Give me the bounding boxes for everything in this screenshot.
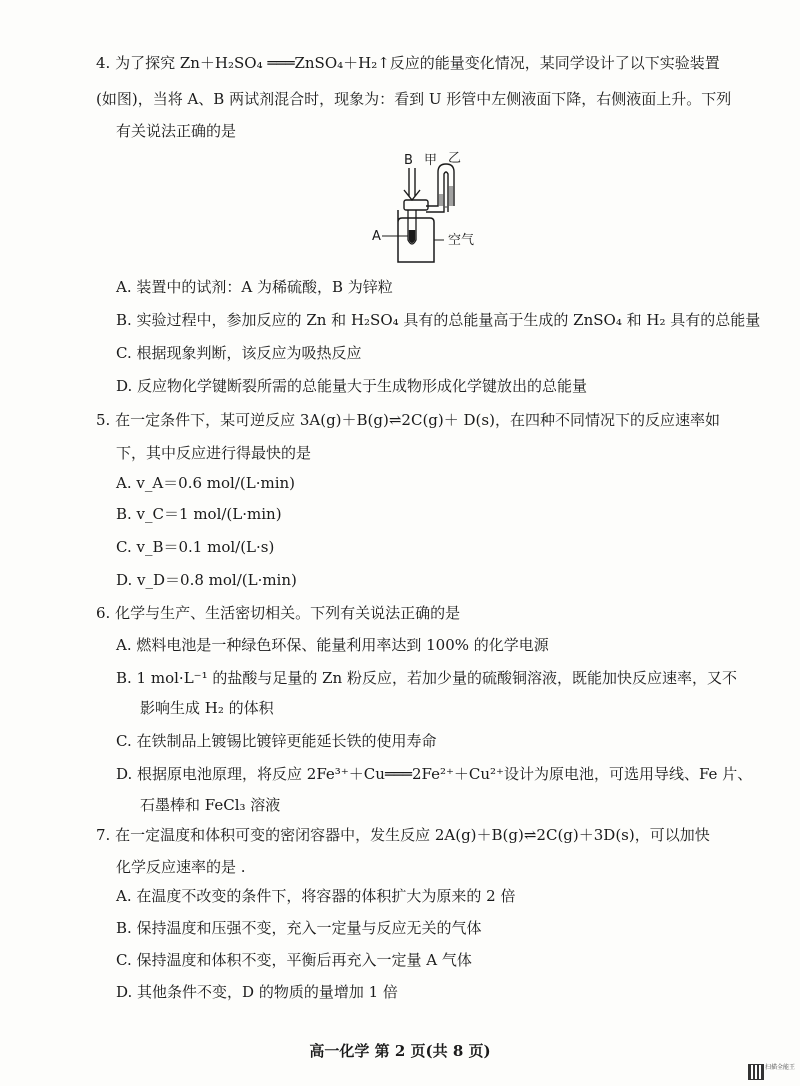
label-yi: 乙 — [448, 151, 462, 166]
question-6-option-d-continuation: 石墨棒和 FeCl₃ 溶液 — [140, 796, 281, 814]
label-air: 空气 — [448, 233, 475, 248]
question-4-line-2: (如图)，当将 A、B 两试剂混合时，现象为：看到 U 形管中左侧液面下降，右侧液面上升。下列 — [96, 90, 732, 108]
question-6-option-c[interactable]: C. 在铁制品上镀锡比镀锌更能延长铁的使用寿命 — [116, 732, 437, 750]
question-7-option-a[interactable]: A. 在温度不改变的条件下，将容器的体积扩大为原来的 2 倍 — [116, 887, 516, 905]
question-7-option-b[interactable]: B. 保持温度和压强不变，充入一定量与反应无关的气体 — [116, 919, 482, 937]
qr-code-icon — [748, 1064, 764, 1080]
question-5-option-a[interactable]: A. v_A＝0.6 mol/(L·min) — [116, 474, 296, 492]
reagent-a-liquid — [409, 230, 415, 243]
question-6-option-d[interactable]: D. 根据原电池原理，将反应 2Fe³⁺＋Cu═══2Fe²⁺＋Cu²⁺设计为原电池，可选用导线、Fe 片、 — [116, 765, 753, 783]
question-5-line-2: 下，其中反应进行得最快的是 — [116, 444, 312, 462]
experiment-apparatus-diagram — [368, 150, 498, 268]
question-4-option-c[interactable]: C. 根据现象判断，该反应为吸热反应 — [116, 344, 362, 362]
stopper — [404, 200, 428, 210]
question-5-option-d[interactable]: D. v_D＝0.8 mol/(L·min) — [116, 571, 297, 589]
question-5-line-1: 5. 在一定条件下，某可逆反应 3A(g)＋B(g)⇌2C(g)＋ D(s)，在四种不同情况下的反应速率如 — [96, 411, 720, 429]
question-7-option-c[interactable]: C. 保持温度和体积不变，平衡后再充入一定量 A 气体 — [116, 951, 472, 969]
page-footer: 高一化学 第 2 页(共 8 页) — [309, 1042, 491, 1060]
question-4-option-a[interactable]: A. 装置中的试剂：A 为稀硫酸，B 为锌粒 — [116, 278, 393, 296]
question-5-option-c[interactable]: C. v_B＝0.1 mol/(L·s) — [116, 538, 275, 556]
question-4-option-b[interactable]: B. 实验过程中，参加反应的 Zn 和 H₂SO₄ 具有的总能量高于生成的 ZnSO₄ 和 H₂ 具有的总能量 — [116, 311, 761, 329]
question-5-option-b[interactable]: B. v_C＝1 mol/(L·min) — [116, 505, 282, 523]
label-jia: 甲 — [424, 153, 438, 168]
question-6-option-b-continuation: 影响生成 H₂ 的体积 — [140, 699, 274, 717]
question-4-line-3: 有关说法正确的是 — [116, 122, 237, 140]
question-6-option-a[interactable]: A. 燃料电池是一种绿色环保、能量利用率达到 100% 的化学电源 — [116, 636, 549, 654]
u-tube-liquid — [438, 186, 454, 208]
dropper-arrow — [404, 190, 420, 200]
label-a: A — [372, 229, 381, 244]
question-7-line-1: 7. 在一定温度和体积可变的密闭容器中，发生反应 2A(g)＋B(g)⇌2C(g)＋3D(s)，可以加快 — [96, 826, 710, 844]
question-4-line-1: 4. 为了探究 Zn＋H₂SO₄ ═══ZnSO₄＋H₂↑反应的能量变化情况，某同学设计了以下实验装置 — [96, 54, 720, 72]
question-6-option-b[interactable]: B. 1 mol·L⁻¹ 的盐酸与足量的 Zn 粉反应，若加少量的硫酸铜溶液，既能加快反应速率，又不 — [116, 669, 737, 687]
question-6-line-1: 6. 化学与生产、生活密切相关。下列有关说法正确的是 — [96, 604, 461, 622]
question-4-option-d[interactable]: D. 反应物化学键断裂所需的总能量大于生成物形成化学键放出的总能量 — [116, 377, 588, 395]
label-b: B — [404, 153, 413, 168]
scanner-watermark: 扫描全能王 — [765, 1064, 796, 1071]
question-7-option-d[interactable]: D. 其他条件不变，D 的物质的量增加 1 倍 — [116, 983, 398, 1001]
question-7-line-2: 化学反应速率的是 . — [116, 858, 246, 876]
